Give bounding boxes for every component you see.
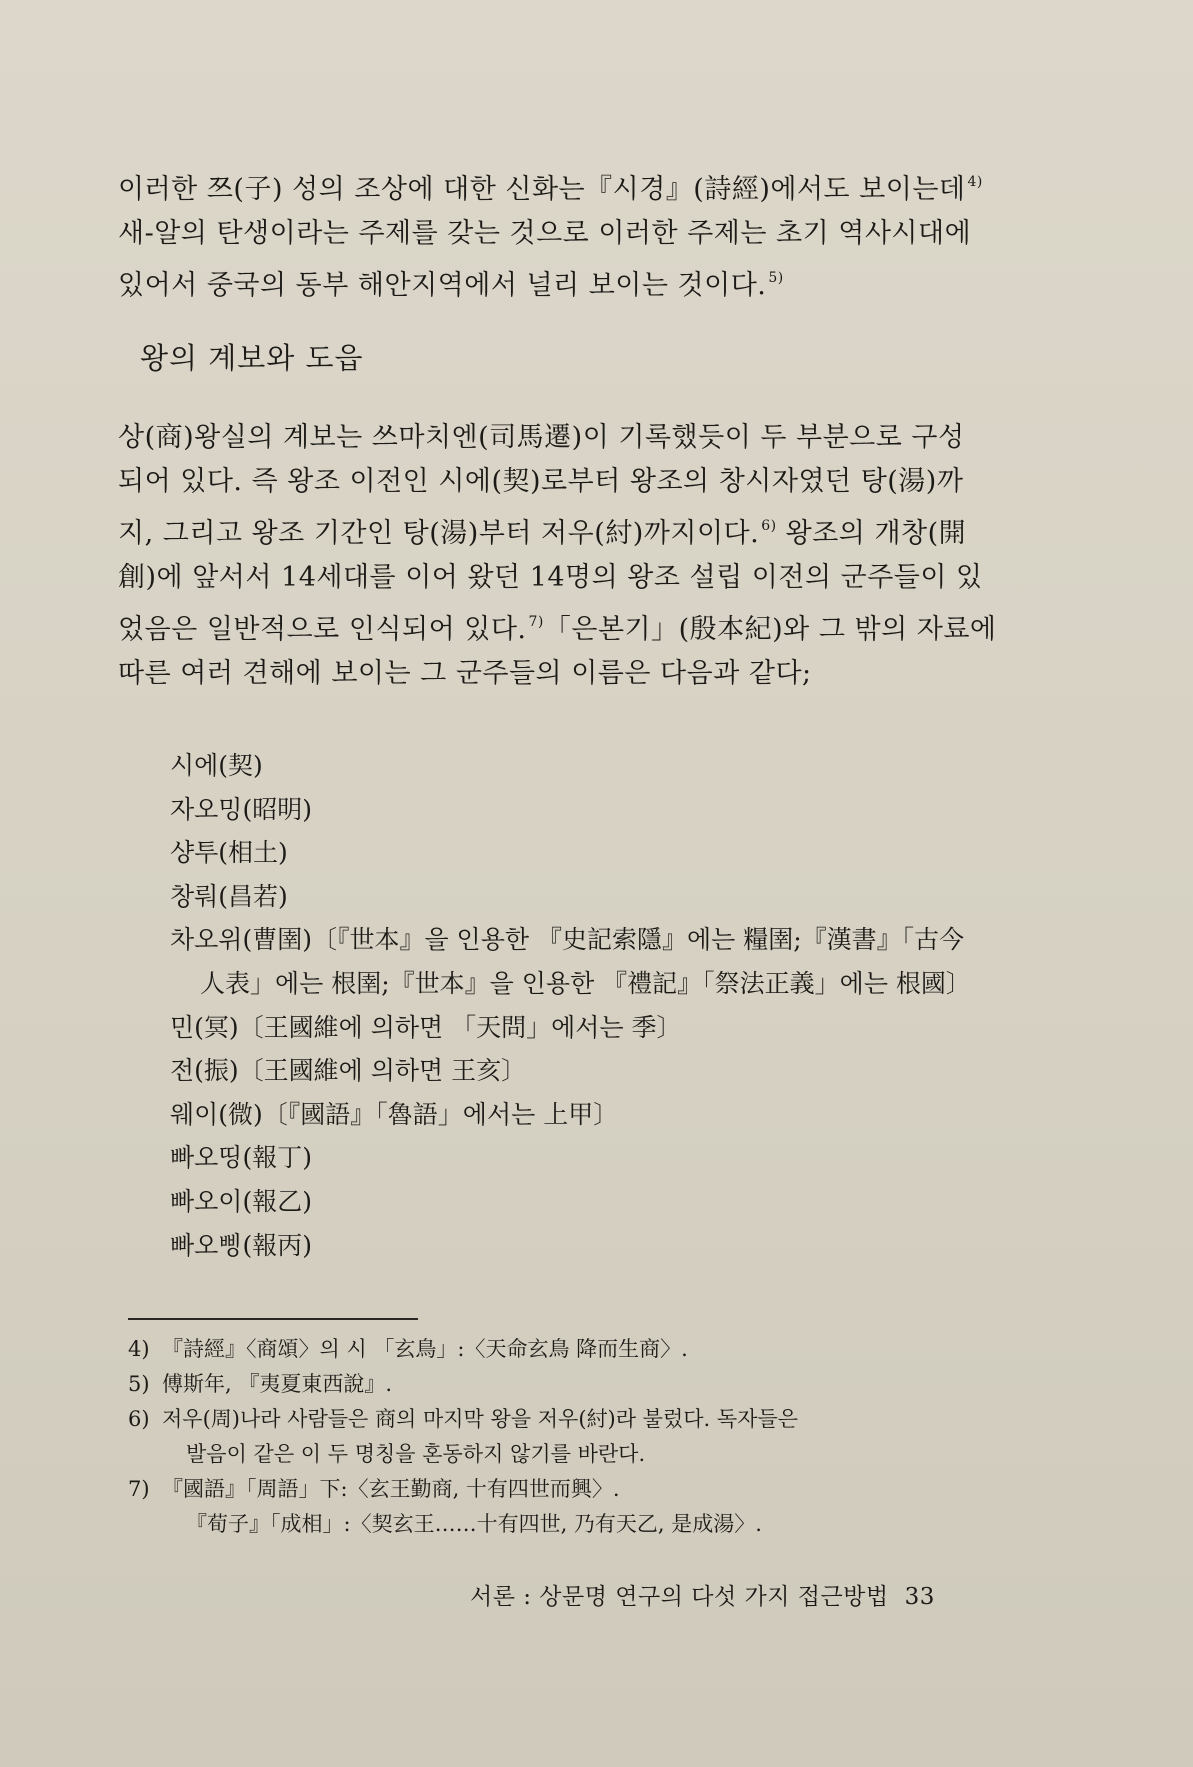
footnote-4: [128, 1332, 1040, 1367]
section-title: 왕의 계보와 도읍: [140, 341, 364, 375]
footnote-number: 4): [128, 1337, 150, 1361]
footnote-text: 발음이 같은 이 두 명칭을 혼동하지 않기를 바란다.: [186, 1442, 646, 1466]
body-paragraph: [118, 416, 1030, 696]
body-line-2: 되어 있다. 즉 왕조 이전인 시에(契)로부터 왕조의 창시자였던 탕(湯)까: [118, 466, 964, 497]
intro-line-1: 이러한 쯔(子) 성의 조상에 대한 신화는『시경』(詩經)에서도 보이는데: [118, 174, 966, 205]
footnote-text: 저우(周)나라 사람들은 商의 마지막 왕을 저우(紂)라 불렀다. 독자들은: [162, 1407, 799, 1431]
footnote-7-continuation: [128, 1507, 1040, 1542]
intro-line-3: 있어서 중국의 동부 해안지역에서 널리 보이는 것이다.: [118, 270, 767, 301]
body-line-4: 創)에 앞서서 14세대를 이어 왔던 14명의 왕조 설립 이전의 군주들이 있: [118, 562, 983, 593]
body-line-3b: 왕조의 개창(開: [776, 518, 967, 549]
list-item: 샹투(相土): [170, 838, 288, 868]
intro-line-2: 새-알의 탄생이라는 주제를 갖는 것으로 이러한 주제는 초기 역사시대에: [118, 218, 972, 249]
list-item: 빠오이(報乙): [170, 1186, 312, 1216]
page-number: 33: [904, 1584, 935, 1610]
list-item: 시에(契): [170, 751, 263, 780]
list-item: 전(振)〔王國維에 의하면 王亥〕: [170, 1056, 527, 1086]
footnote-number: 6): [128, 1407, 150, 1431]
footnote-6: [128, 1402, 1040, 1437]
footnote-ref-4: 4): [967, 174, 983, 190]
footnote-ref-5: 5): [768, 270, 784, 286]
footnote-7: [128, 1472, 1040, 1507]
footnote-list: [128, 1332, 1040, 1542]
footnote-number: 7): [128, 1477, 150, 1501]
page-footer: [470, 1578, 935, 1611]
list-item-continuation: 人表」에는 根圉;『世本』을 인용한 『禮記』「祭法正義」에는 根國〕: [200, 968, 971, 998]
footnote-5: [128, 1367, 1040, 1402]
body-line-6: 따른 여러 견해에 보이는 그 군주들의 이름은 다음과 같다;: [118, 658, 812, 689]
king-list: [170, 744, 1050, 1267]
body-line-5: 었음은 일반적으로 인식되어 있다.: [118, 614, 527, 645]
list-item: 빠오띵(報丁): [170, 1143, 312, 1173]
footnote-text: 『荀子』「成相」:〈契玄王……十有四世, 乃有天乙, 是成湯〉.: [186, 1512, 762, 1536]
footnote-text: 傅斯年, 『夷夏東西說』.: [162, 1372, 393, 1396]
body-line-3: 지, 그리고 왕조 기간인 탕(湯)부터 저우(紂)까지이다.: [118, 518, 760, 549]
footnote-number: 5): [128, 1372, 150, 1396]
body-line-1: 상(商)왕실의 계보는 쓰마치엔(司馬遷)이 기록했듯이 두 부분으로 구성: [118, 422, 965, 453]
body-line-5b: 「은본기」(殷本紀)와 그 밖의 자료에: [543, 614, 997, 645]
footnote-divider: [128, 1318, 418, 1320]
list-item: 웨이(微)〔『國語』「魯語」에서는 上甲〕: [170, 1099, 619, 1129]
footnote-ref-7: 7): [528, 614, 544, 630]
intro-paragraph: [118, 160, 1030, 308]
list-item: 빠오삥(報丙): [170, 1230, 312, 1260]
footnote-text: 『詩經』〈商頌〉의 시 「玄鳥」:〈天命玄鳥 降而生商〉.: [162, 1337, 688, 1361]
list-item: 민(冥)〔王國維에 의하면 「天問」에서는 季〕: [170, 1012, 682, 1042]
footnote-6-continuation: [128, 1437, 1040, 1472]
list-item: 차오위(曹圉)〔『世本』을 인용한 『史記索隱』에는 糧圉;『漢書』「古今: [170, 925, 965, 955]
list-item: 자오밍(昭明): [170, 794, 312, 824]
running-title: 서론 : 상문명 연구의 다섯 가지 접근방법: [470, 1584, 889, 1610]
list-item: 창뤄(昌若): [170, 881, 288, 911]
footnote-ref-6: 6): [761, 518, 777, 534]
footnote-text: 『國語』「周語」下:〈玄王勤商, 十有四世而興〉.: [162, 1477, 620, 1501]
